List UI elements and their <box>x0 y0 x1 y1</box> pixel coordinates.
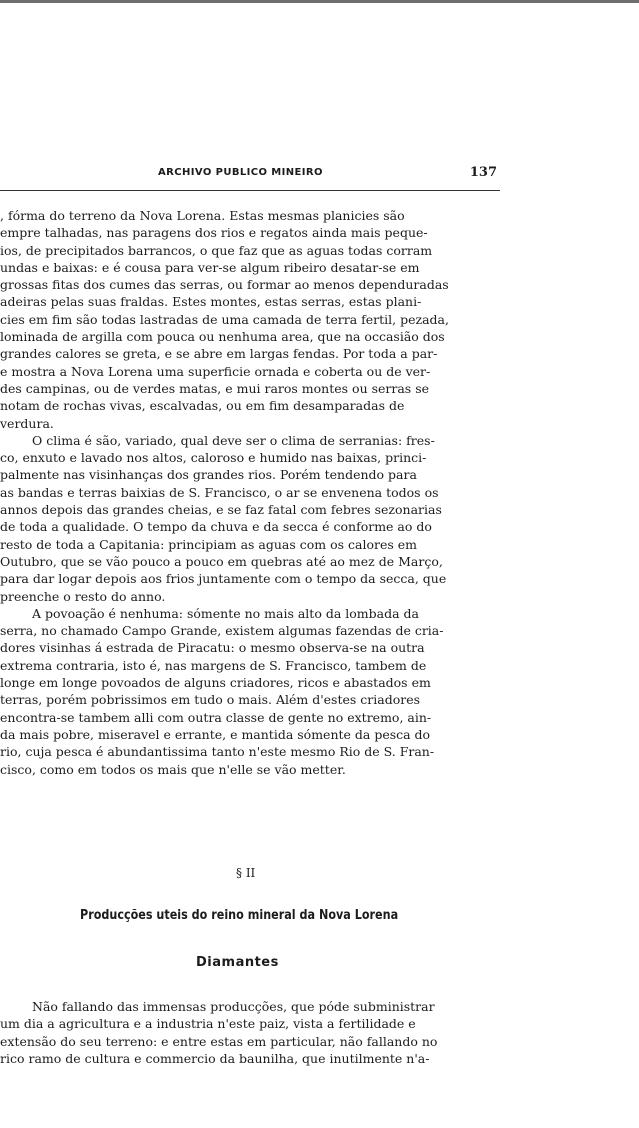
body-text-diamonds <box>0 998 500 1067</box>
text-line: notam de rochas vivas, escalvadas, ou em fim desamparadas de <box>0 398 405 414</box>
top-edge-line <box>0 0 639 3</box>
paragraph-climate <box>0 432 500 605</box>
text-line: para dar logar depois aos frios juntamente com o tempo da secca, que <box>0 571 447 587</box>
text-line: annos depois das grandes cheias, e se faz fatal com febres sezonarias <box>0 502 442 518</box>
page-header <box>0 167 505 185</box>
text-line: Outubro, que se vão pouco a pouco em quebras até ao mez de Março, <box>0 553 443 569</box>
text-line: longe em longe povoados de alguns criadores, ricos e abastados em <box>0 675 431 691</box>
text-line: O clima é são, variado, qual deve ser o clima de serranias: fres- <box>32 432 435 448</box>
text-line: rio, cuja pesca é abundantissima tanto n'este mesmo Rio de S. Fran- <box>0 744 435 760</box>
body-text <box>0 207 500 778</box>
text-line: de toda a qualidade. O tempo da chuva e da secca é conforme ao do <box>0 519 432 535</box>
text-line: lominada de argilla com pouca ou nenhuma area, que na occasião dos <box>0 329 445 345</box>
text-line: rico ramo de cultura e commercio da baunilha, que inutilmente n'a- <box>0 1050 430 1066</box>
running-title: ARCHIVO PUBLICO MINEIRO <box>158 167 323 178</box>
text-line: palmente nas visinhanças dos grandes rios. Porém tendendo para <box>0 467 417 483</box>
text-line: da mais pobre, miseravel e errante, e mantida sómente da pesca do <box>0 726 431 742</box>
section-title: Producções uteis do reino mineral da Nova Lorena <box>80 908 399 923</box>
text-line: grossas fitas dos cumes das serras, ou formar ao menos dependuradas <box>0 277 449 293</box>
text-line: um dia a agricultura e a industria n'este paiz, vista a fertilidade e <box>0 1016 416 1032</box>
text-line: serra, no chamado Campo Grande, existem algumas fazendas de cria- <box>0 623 444 639</box>
text-line: adeiras pelas suas fraldas. Estes montes, estas serras, estas plani- <box>0 294 422 310</box>
header-rule <box>0 190 500 191</box>
paragraph-terrain <box>0 207 500 432</box>
text-line: co, enxuto e lavado nos altos, caloroso e humido nas baixas, princi- <box>0 450 427 466</box>
paragraph-diamonds <box>0 998 500 1067</box>
text-line: terras, porém pobrissimos em tudo o mais. Além d'estes criadores <box>0 692 421 708</box>
paragraph-population <box>0 605 500 778</box>
text-line: encontra-se tambem alli com outra classe de gente no extremo, ain- <box>0 709 432 725</box>
text-line: preenche o resto do anno. <box>0 588 166 604</box>
text-line: empre talhadas, nas paragens dos rios e regatos ainda mais peque- <box>0 225 428 241</box>
text-line: undas e baixas: e é cousa para ver-se algum ribeiro desatar-se em <box>0 259 420 275</box>
text-line: as bandas e terras baixias de S. Francisco, o ar se envenena todos os <box>0 484 439 500</box>
text-line: cisco, como em todos os mais que n'elle se vão metter. <box>0 761 346 777</box>
text-line: verdura. <box>0 415 54 431</box>
text-line: extrema contraria, isto é, nas margens de S. Francisco, tambem de <box>0 657 427 673</box>
text-line: resto de toda a Capitania: principiam as aguas com os calores em <box>0 536 418 552</box>
text-line: des campinas, ou de verdes matas, e mui raros montes ou serras se <box>0 380 430 396</box>
text-line: cies em fim são todas lastradas de uma camada de terra fertil, pezada, <box>0 311 449 327</box>
section-mark: § II <box>236 866 256 880</box>
text-line: A povoação é nenhuma: sómente no mais alto da lombada da <box>32 605 419 621</box>
text-line: e mostra a Nova Lorena uma superficie ornada e coberta ou de ver- <box>0 363 431 379</box>
text-line: Não fallando das immensas producções, que póde subministrar <box>32 999 435 1014</box>
page-number: 137 <box>469 165 497 180</box>
text-line: ios, de precipitados barrancos, o que faz que as aguas todas corram <box>0 242 433 258</box>
text-line: , fórma do terreno da Nova Lorena. Estas mesmas planicies são <box>0 208 405 223</box>
text-line: dores visinhas á estrada de Piracatu: o mesmo observa-se na outra <box>0 640 425 656</box>
subsection-title: Diamantes <box>196 955 279 970</box>
text-line: grandes calores se greta, e se abre em largas fendas. Por toda a par- <box>0 346 438 362</box>
text-line: extensão do seu terreno: e entre estas em particular, não fallando no <box>0 1033 438 1049</box>
